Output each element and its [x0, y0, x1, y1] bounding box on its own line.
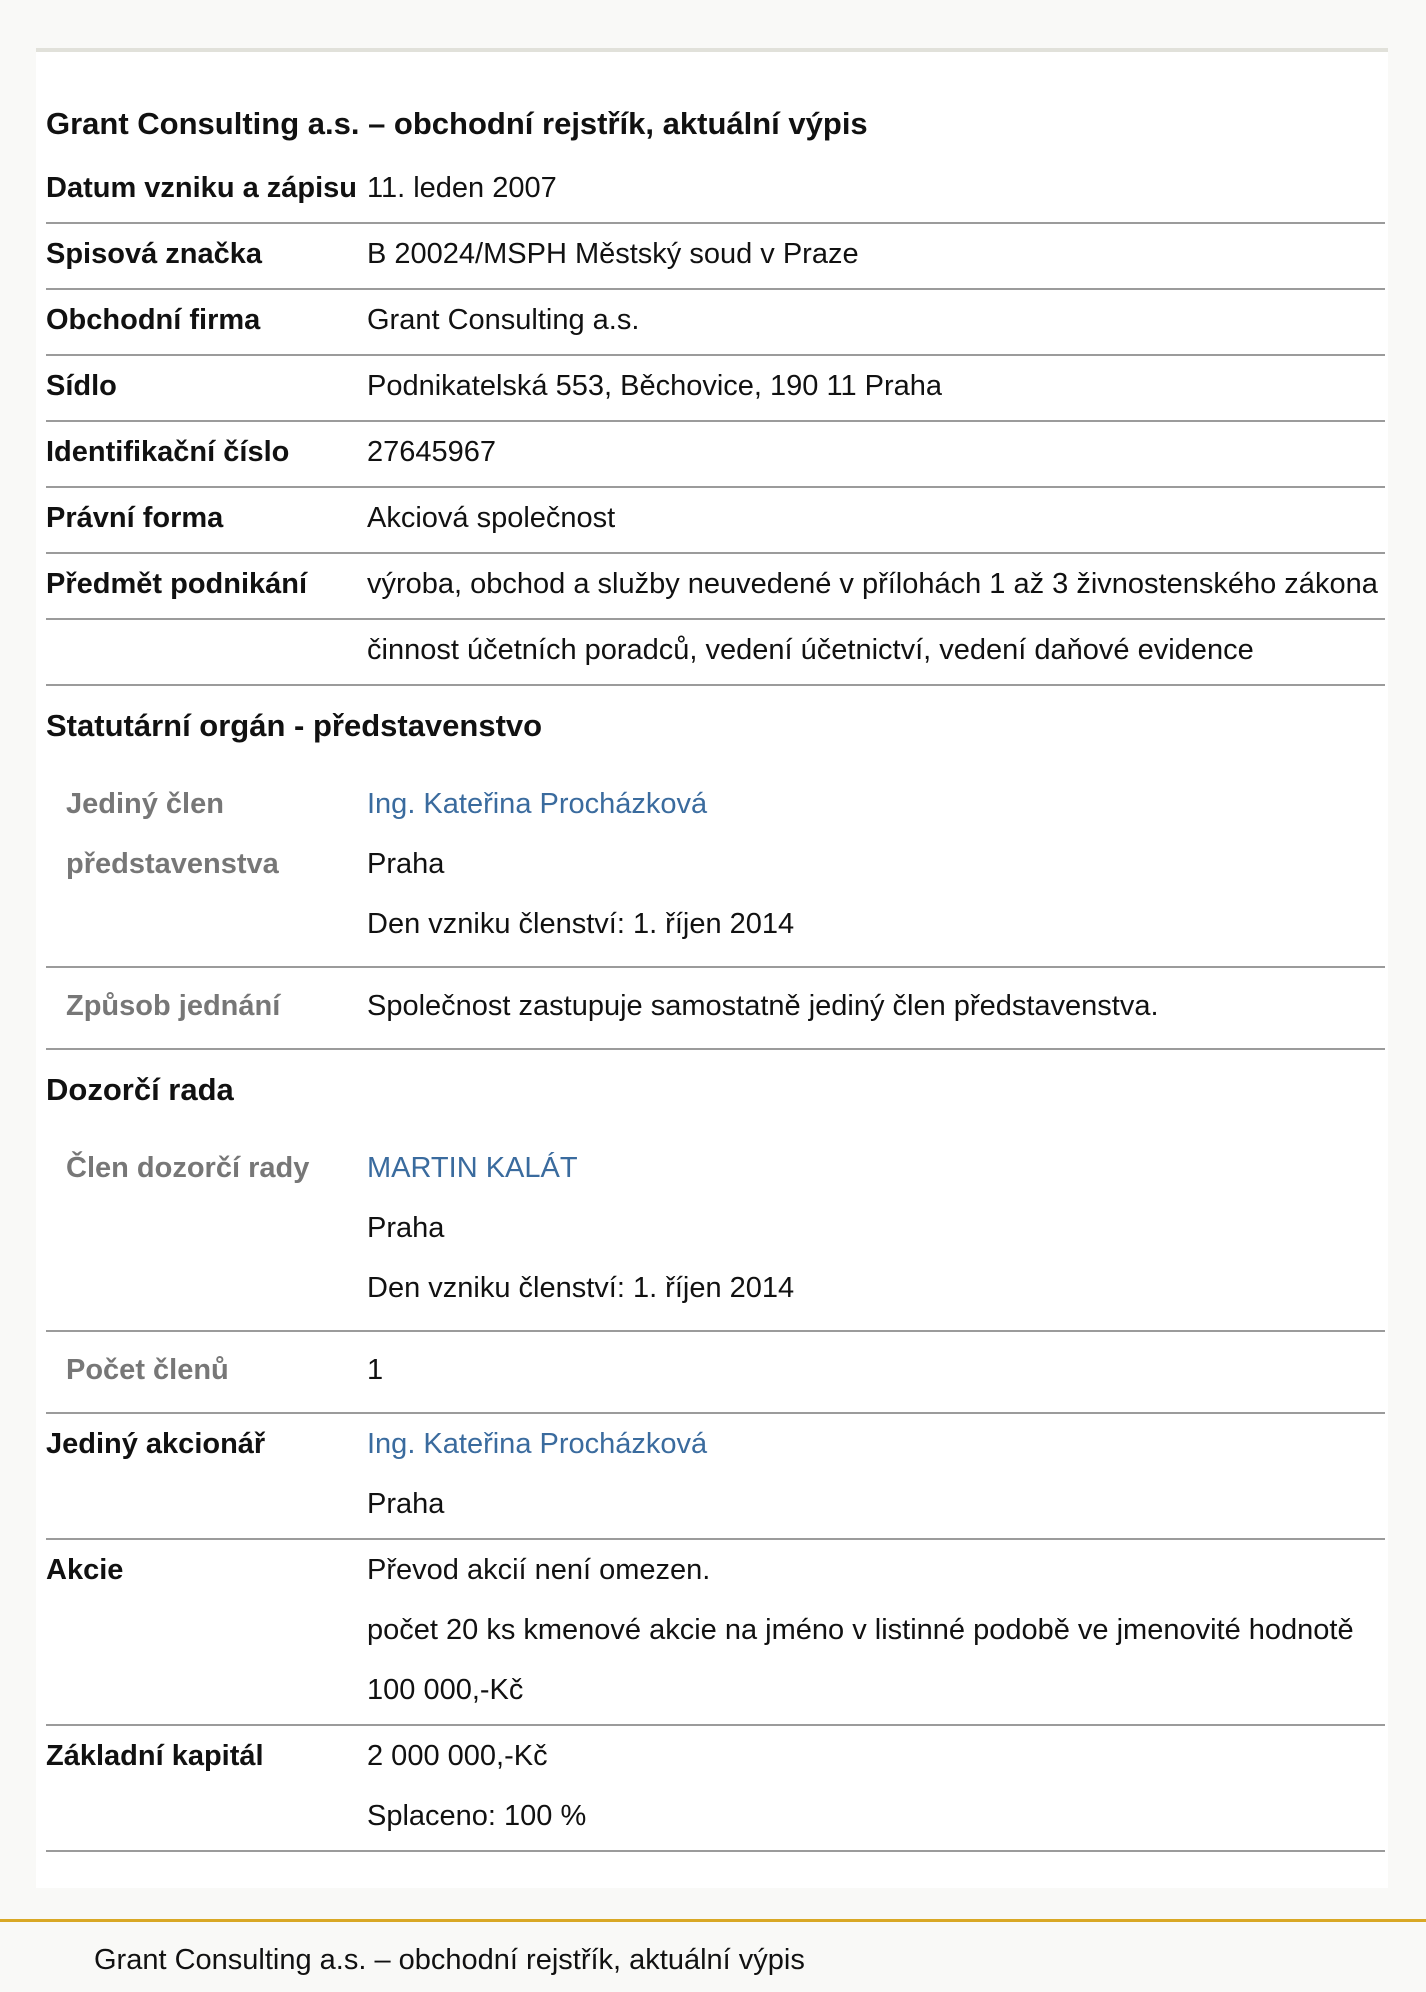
link-clen-dozorci[interactable]: MARTIN KALÁT — [367, 1152, 578, 1184]
label-clen-predstavenstva: Jediný člen představenstva — [66, 788, 279, 880]
akcie-line-2: počet 20 ks kmenové akcie na jméno v listinné podobě ve jmenovité hodnotě 100 000,-Kč — [367, 1614, 1354, 1706]
footer-title: Grant Consulting a.s. – obchodní rejstřík, aktuální výpis — [94, 1944, 805, 1976]
label-spis: Spisová značka — [46, 238, 262, 270]
value-akcionar — [367, 1414, 1385, 1534]
row-datum — [46, 158, 1385, 224]
row-sidlo — [46, 356, 1385, 422]
value-kapital — [367, 1726, 1385, 1846]
label-kapital: Základní kapitál — [46, 1740, 264, 1772]
row-clen-predstavenstva — [46, 766, 1385, 968]
label-zpusob-jednani: Způsob jednání — [66, 990, 281, 1022]
label-datum: Datum vzniku a zápisu — [46, 172, 358, 204]
heading-dozorci: Dozorčí rada — [46, 1072, 234, 1107]
akcionar-city: Praha — [367, 1488, 445, 1520]
value-clen-predstavenstva — [367, 774, 1385, 954]
kapital-value: 2 000 000,-Kč — [367, 1740, 548, 1772]
clen-dozorci-since: Den vzniku členství: 1. říjen 2014 — [367, 1272, 795, 1304]
value-akcie — [367, 1540, 1385, 1720]
label-firma: Obchodní firma — [46, 304, 261, 336]
value-datum: 11. leden 2007 — [367, 172, 557, 204]
value-firma: Grant Consulting a.s. — [367, 304, 640, 336]
row-zpusob-jednani — [46, 968, 1385, 1050]
value-spis: B 20024/MSPH Městský soud v Praze — [367, 238, 859, 270]
value-predmet-2: činnost účetních poradců, vedení účetnictví, vedení daňové evidence — [367, 634, 1254, 666]
label-clen-dozorci: Člen dozorčí rady — [66, 1152, 310, 1184]
akcie-line-1: Převod akcií není omezen. — [367, 1554, 711, 1586]
label-predmet-empty — [46, 620, 367, 680]
row-spis — [46, 224, 1385, 290]
label-akcionar: Jediný akcionář — [46, 1428, 266, 1460]
register-card — [36, 48, 1388, 1888]
row-forma — [46, 488, 1385, 554]
row-kapital — [46, 1726, 1385, 1852]
label-pocet-clenu: Počet členů — [66, 1354, 229, 1386]
row-predmet — [46, 554, 1385, 620]
clen-predstavenstva-since: Den vzniku členství: 1. říjen 2014 — [367, 908, 795, 940]
label-ico: Identifikační číslo — [46, 436, 290, 468]
footer-divider — [0, 1919, 1426, 1922]
value-pocet-clenu: 1 — [367, 1354, 384, 1386]
clen-dozorci-city: Praha — [367, 1212, 445, 1244]
label-forma: Právní forma — [46, 502, 224, 534]
label-sidlo: Sídlo — [46, 370, 117, 402]
clen-predstavenstva-city: Praha — [367, 848, 445, 880]
label-akcie: Akcie — [46, 1554, 124, 1586]
value-ico: 27645967 — [367, 436, 497, 468]
value-clen-dozorci — [367, 1138, 1385, 1318]
row-akcionar — [46, 1414, 1385, 1540]
value-zpusob-jednani: Společnost zastupuje samostatně jediný člen představenstva. — [367, 990, 1159, 1022]
link-akcionar[interactable]: Ing. Kateřina Procházková — [367, 1428, 708, 1460]
value-sidlo: Podnikatelská 553, Běchovice, 190 11 Praha — [367, 370, 943, 402]
heading-statutarni: Statutární orgán - představenstvo — [46, 708, 543, 743]
row-akcie — [46, 1540, 1385, 1726]
link-clen-predstavenstva[interactable]: Ing. Kateřina Procházková — [367, 788, 708, 820]
label-predmet: Předmět podnikání — [46, 568, 308, 600]
kapital-paid: Splaceno: 100 % — [367, 1800, 587, 1832]
page-title: Grant Consulting a.s. – obchodní rejstřík, aktuální výpis — [46, 106, 868, 141]
value-predmet-1: výroba, obchod a služby neuvedené v přílohách 1 až 3 živnostenského zákona — [367, 568, 1378, 600]
row-ico — [46, 422, 1385, 488]
row-pocet-clenu — [46, 1332, 1385, 1414]
row-clen-dozorci — [46, 1130, 1385, 1332]
row-predmet-2 — [46, 620, 1385, 686]
row-firma — [46, 290, 1385, 356]
register-content — [46, 100, 1385, 1852]
value-forma: Akciová společnost — [367, 502, 616, 534]
